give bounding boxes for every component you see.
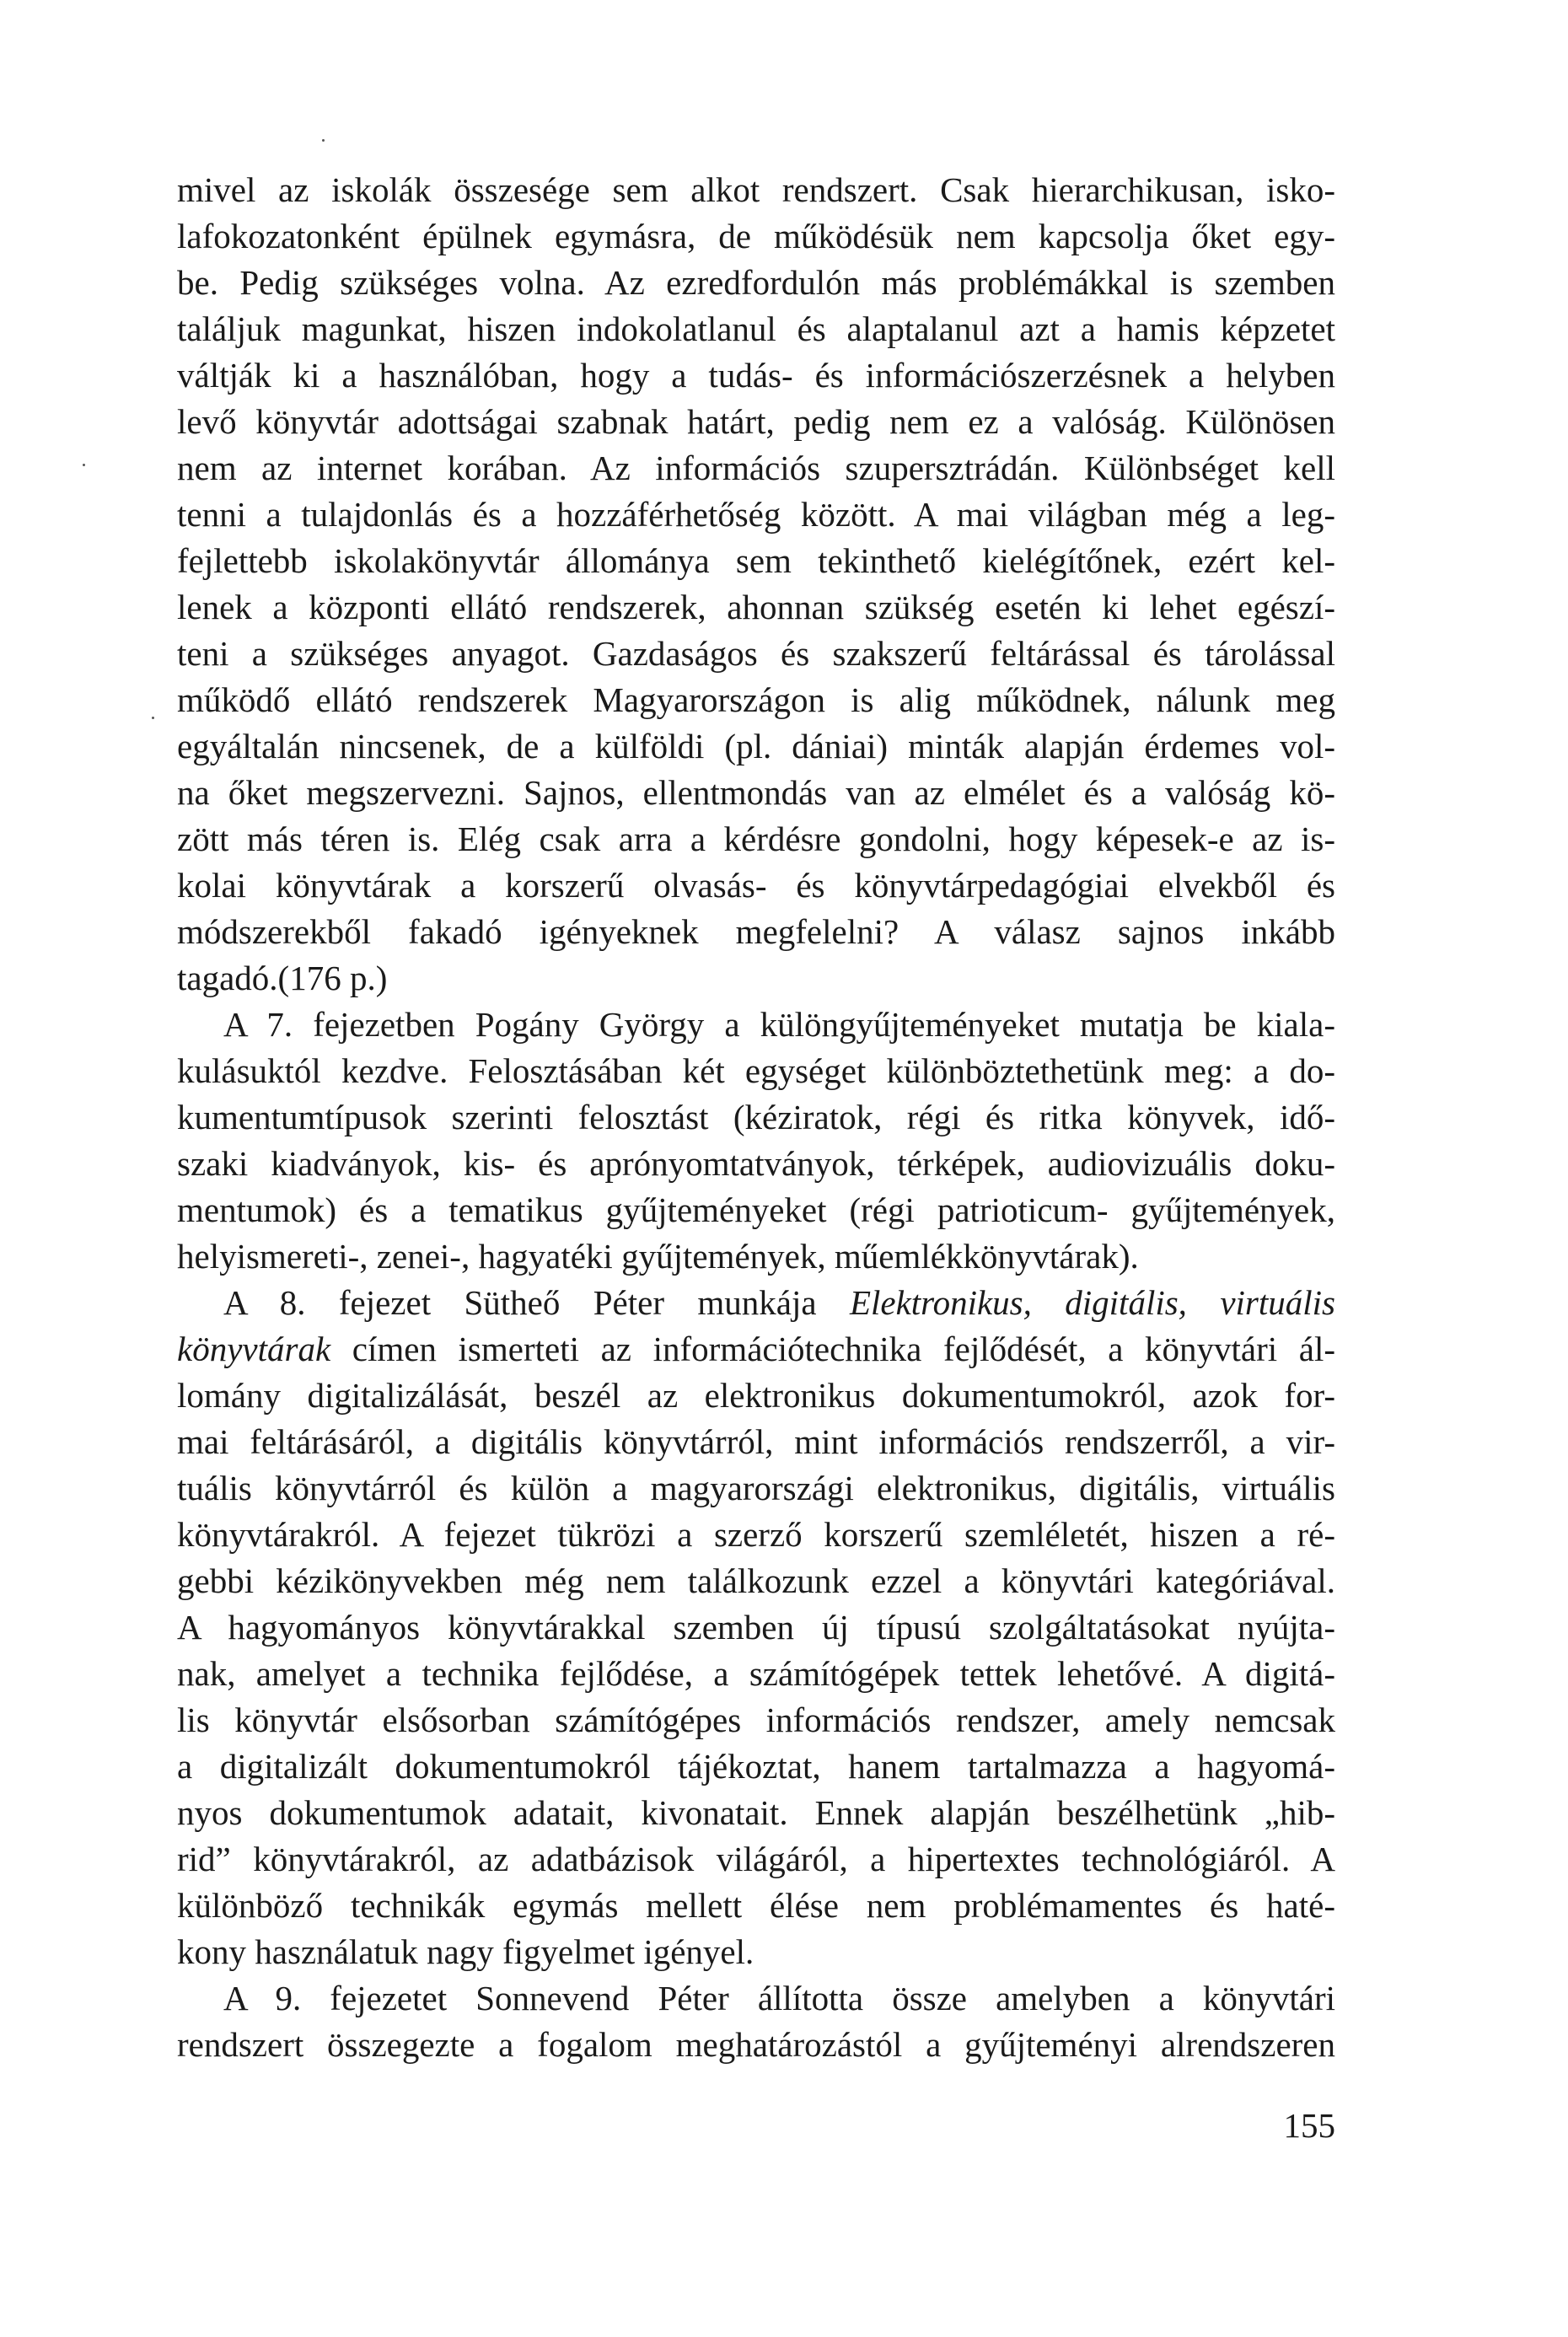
text-line: nak, amelyet a technika fejlődése, a számítógépek tettek lehetővé. A digitá- [177,1654,1335,1693]
scan-speck [322,139,325,142]
text-line: rid” könyvtárakról, az adatbázisok világáról, a hipertextes technológiáról. A [177,1840,1335,1878]
scan-speck [152,717,154,719]
text-line: A 9. fejezetet Sonnevend Péter állította össze amelyben a könyvtári [223,1979,1335,2017]
body-text [177,167,1335,2068]
text-line: különböző technikák egymás mellett élése nem problémamentes és haté- [177,1886,1335,1925]
text-line: kumentumtípusok szerinti felosztást (kéziratok, régi és ritka könyvek, idő- [177,1098,1335,1136]
text-line: mentumok) és a tematikus gyűjteményeket (régi patrioticum- gyűjtemények, [177,1190,1335,1229]
text-line: szaki kiadványok, kis- és aprónyomtatványok, térképek, audiovizuális doku- [177,1144,1335,1183]
text-line [177,1280,1335,1326]
text-line [177,1326,1335,1373]
text-line: tuális könyvtárról és külön a magyarországi elektronikus, digitális, virtuális [177,1469,1335,1507]
text-line: találjuk magunkat, hiszen indokolatlanul és alaptalanul azt a hamis képzetet [177,309,1335,348]
text-line: levő könyvtár adottságai szabnak határt, pedig nem ez a valóság. Különösen [177,402,1335,441]
text-line: kolai könyvtárak a korszerű olvasás- és könyvtárpedagógiai elvekből és [177,866,1335,905]
scan-speck [83,464,85,466]
text-line: nem az internet korában. Az információs szupersztrádán. Különbséget kell [177,449,1335,487]
text-line: a digitalizált dokumentumokról tájékoztat, hanem tartalmazza a hagyomá- [177,1747,1335,1786]
text-line: helyismereti-, zenei-, hagyatéki gyűjtemények, műemlékkönyvtárak). [177,1237,1139,1276]
text-line: na őket megszervezni. Sajnos, ellentmondás van az elmélet és a valóság kö- [177,773,1335,812]
text-line: A hagyományos könyvtárakkal szemben új típusú szolgáltatásokat nyújta- [177,1608,1335,1647]
text-line: zött más téren is. Elég csak arra a kérdésre gondolni, hogy képesek-e az is- [177,819,1335,858]
text-line: mai feltárásáról, a digitális könyvtárról, mint információs rendszerről, a vir- [177,1422,1335,1461]
text-line: fejlettebb iskolakönyvtár állománya sem tekinthető kielégítőnek, ezért kel- [177,541,1335,580]
text-line: lis könyvtár elsősorban számítógépes információs rendszer, amely nemcsak [177,1700,1335,1739]
text-line: kulásuktól kezdve. Felosztásában két egységet különböztethetünk meg: a do- [177,1051,1335,1090]
text-line: tenni a tulajdonlás és a hozzáférhetőség között. A mai világban még a leg- [177,495,1335,534]
text-line: A 7. fejezetben Pogány György a különgyűjteményeket mutatja be kiala- [223,1005,1335,1044]
text-run: A 8. fejezet Sütheő Péter munkája [223,1283,850,1322]
text-line: lafokozatonként épülnek egymásra, de működésük nem kapcsolja őket egy- [177,217,1335,255]
page-number: 155 [1283,2106,1335,2145]
text-line: lenek a központi ellátó rendszerek, ahonnan szükség esetén ki lehet egészí- [177,588,1335,626]
text-line: mivel az iskolák összesége sem alkot rendszert. Csak hierarchikusan, isko- [177,170,1335,209]
text-run: címen ismerteti az információtechnika fejlődését, a könyvtári ál- [330,1330,1335,1368]
text-line: kony használatuk nagy figyelmet igényel. [177,1932,754,1971]
text-line: tagadó.(176 p.) [177,959,388,997]
text-line: váltják ki a használóban, hogy a tudás- és információszerzésnek a helyben [177,356,1335,395]
text-line: lomány digitalizálását, beszél az elektronikus dokumentumokról, azok for- [177,1376,1335,1415]
text-line: teni a szükséges anyagot. Gazdaságos és szakszerű feltárással és tárolással [177,634,1335,673]
text-line: egyáltalán nincsenek, de a külföldi (pl. dániai) minták alapján érdemes vol- [177,727,1335,766]
italic-title: Elektronikus, digitális, virtuális [849,1283,1335,1322]
text-line: könyvtárakról. A fejezet tükrözi a szerző korszerű szemléletét, hiszen a ré- [177,1515,1335,1554]
text-line: be. Pedig szükséges volna. Az ezredfordulón más problémákkal is szemben [177,263,1335,302]
text-line: működő ellátó rendszerek Magyarországon is alig működnek, nálunk meg [177,680,1335,719]
text-line: rendszert összegezte a fogalom meghatározástól a gyűjteményi alrendszeren [177,2025,1335,2064]
italic-title: könyvtárak [177,1330,331,1368]
text-line: nyos dokumentumok adatait, kivonatait. Ennek alapján beszélhetünk „hib- [177,1793,1335,1832]
text-line: gebbi kézikönyvekben még nem találkozunk ezzel a könyvtári kategóriával. [177,1561,1335,1600]
text-line: módszerekből fakadó igényeknek megfelelni? A válasz sajnos inkább [177,912,1335,951]
